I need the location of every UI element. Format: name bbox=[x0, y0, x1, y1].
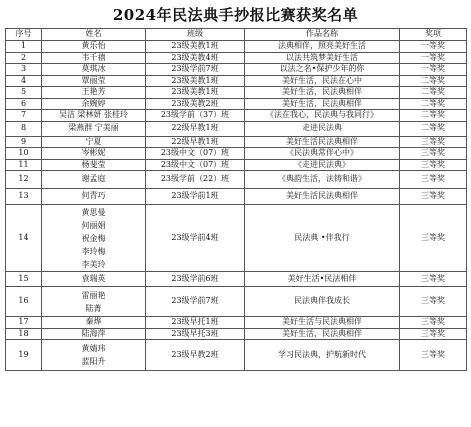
cell-work: 以法共筑梦美好生活 bbox=[245, 52, 400, 64]
table-row bbox=[6, 110, 467, 122]
student-name: 李美玲 bbox=[81, 259, 106, 269]
cell-no: 3 bbox=[6, 64, 42, 76]
student-name: 韦千禧 bbox=[81, 52, 106, 62]
cell-work: 美好生活，民法典相伴 bbox=[245, 328, 400, 340]
cell-award: 二等奖 bbox=[400, 98, 467, 110]
cell-class: 23级美教1班 bbox=[146, 75, 245, 87]
cell-work: 民法典 •伴我行 bbox=[245, 205, 400, 272]
cell-class: 23级美教1班 bbox=[146, 41, 245, 53]
cell-name bbox=[42, 272, 146, 287]
award-table bbox=[5, 28, 467, 371]
cell-no: 7 bbox=[6, 110, 42, 122]
table-row bbox=[6, 328, 467, 340]
cell-award: 三等奖 bbox=[400, 328, 467, 340]
student-name: 吴洁 梁林妍 张桂玲 bbox=[58, 110, 129, 120]
header-award: 奖项 bbox=[400, 29, 467, 41]
student-name: 何丽娟 bbox=[81, 220, 106, 230]
cell-no: 2 bbox=[6, 52, 42, 64]
cell-award: 三等奖 bbox=[400, 287, 467, 317]
cell-work: 走进民法典 bbox=[245, 121, 400, 136]
student-name: 王艳芳 bbox=[81, 87, 106, 97]
cell-award: 三等奖 bbox=[400, 317, 467, 329]
cell-class: 23级学前7班 bbox=[146, 287, 245, 317]
cell-class: 23级早托3班 bbox=[146, 328, 245, 340]
student-name: 梁燕群 宁美丽 bbox=[68, 123, 119, 133]
table-row bbox=[6, 340, 467, 371]
cell-no: 12 bbox=[6, 171, 42, 189]
cell-name bbox=[42, 171, 146, 189]
cell-award: 二等奖 bbox=[400, 110, 467, 122]
cell-award: 三等奖 bbox=[400, 340, 467, 371]
student-name: 蓝阳升 bbox=[81, 357, 106, 366]
cell-name bbox=[42, 189, 146, 205]
table-row bbox=[6, 121, 467, 136]
cell-work: 美好生活，民法在心中 bbox=[245, 75, 400, 87]
table-row bbox=[6, 317, 467, 329]
cell-name bbox=[42, 52, 146, 64]
table-body bbox=[6, 41, 467, 371]
student-name: 宁夏 bbox=[85, 136, 102, 146]
cell-work: 美好生活，民法典相伴 bbox=[245, 87, 400, 99]
cell-name bbox=[42, 98, 146, 110]
cell-name bbox=[42, 317, 146, 329]
student-name: 覃丽莹 bbox=[81, 75, 106, 85]
cell-award: 二等奖 bbox=[400, 87, 467, 99]
cell-no: 9 bbox=[6, 136, 42, 148]
cell-no: 15 bbox=[6, 272, 42, 287]
cell-class: 23级学前4班 bbox=[146, 205, 245, 272]
cell-class: 23级中文（07）班 bbox=[146, 148, 245, 160]
student-name: 莫琪冰 bbox=[81, 64, 106, 74]
cell-class: 22级早教1班 bbox=[146, 136, 245, 148]
cell-class: 23级早教2班 bbox=[146, 340, 245, 371]
cell-award: 一等奖 bbox=[400, 64, 467, 76]
student-name: 何青巧 bbox=[81, 191, 106, 201]
cell-award: 二等奖 bbox=[400, 121, 467, 136]
cell-no: 5 bbox=[6, 87, 42, 99]
student-name: 雷丽艳 bbox=[81, 290, 106, 300]
student-name: 岑彬妮 bbox=[81, 148, 106, 158]
cell-class: 23级学前7班 bbox=[146, 64, 245, 76]
cell-work: 《走进民法典》 bbox=[245, 159, 400, 171]
cell-class: 23级中文（07）班 bbox=[146, 159, 245, 171]
student-name: 黄婧玮 bbox=[81, 344, 106, 353]
header-class: 班级 bbox=[146, 29, 245, 41]
table-row bbox=[6, 87, 467, 99]
cell-name bbox=[42, 64, 146, 76]
cell-name bbox=[42, 75, 146, 87]
cell-no: 16 bbox=[6, 287, 42, 317]
header-no: 序号 bbox=[6, 29, 42, 41]
cell-award: 三等奖 bbox=[400, 272, 467, 287]
cell-award: 一等奖 bbox=[400, 52, 467, 64]
cell-name bbox=[42, 110, 146, 122]
student-name: 秦烨 bbox=[85, 317, 102, 327]
cell-no: 19 bbox=[6, 340, 42, 371]
cell-class: 23级美教2班 bbox=[146, 98, 245, 110]
table-row bbox=[6, 287, 467, 317]
cell-name bbox=[42, 121, 146, 136]
table-row bbox=[6, 159, 467, 171]
student-name: 袁瑞英 bbox=[81, 273, 106, 283]
cell-award: 三等奖 bbox=[400, 159, 467, 171]
cell-name bbox=[42, 148, 146, 160]
student-name: 祝金梅 bbox=[81, 233, 106, 243]
cell-work: 美好生活•民法相伴 bbox=[245, 272, 400, 287]
cell-work: 美好生活民法典相伴 bbox=[245, 136, 400, 148]
cell-work: 美好生活与民法典相伴 bbox=[245, 317, 400, 329]
cell-award: 三等奖 bbox=[400, 189, 467, 205]
cell-no: 14 bbox=[6, 205, 42, 272]
cell-work: 《民法典常伴心中》 bbox=[245, 148, 400, 160]
cell-work: 以法之名•保护少年的你 bbox=[245, 64, 400, 76]
cell-work: 《典韵生活，法铸和谐》 bbox=[245, 171, 400, 189]
table-row bbox=[6, 41, 467, 53]
cell-name bbox=[42, 287, 146, 317]
cell-name bbox=[42, 328, 146, 340]
document-title: 2024年民法典手抄报比赛获奖名单 bbox=[112, 6, 359, 24]
cell-award: 三等奖 bbox=[400, 171, 467, 189]
table-row bbox=[6, 272, 467, 287]
table-row bbox=[6, 136, 467, 148]
cell-class: 23级美教4班 bbox=[146, 52, 245, 64]
cell-name bbox=[42, 136, 146, 148]
table-row bbox=[6, 52, 467, 64]
cell-class: 23级美教1班 bbox=[146, 87, 245, 99]
cell-work: 民法典伴我成长 bbox=[245, 287, 400, 317]
student-name: 陆菁 bbox=[85, 303, 102, 313]
cell-class: 23级学前（22）班 bbox=[146, 171, 245, 189]
cell-no: 13 bbox=[6, 189, 42, 205]
cell-work: 学习民法典，护航新时代 bbox=[245, 340, 400, 371]
student-name: 黄思曼 bbox=[81, 207, 106, 217]
student-name: 李玲梅 bbox=[81, 246, 106, 256]
header-name: 姓名 bbox=[42, 29, 146, 41]
student-name: 陆海萍 bbox=[81, 328, 106, 338]
student-name: 黄乐怡 bbox=[81, 41, 106, 51]
cell-no: 4 bbox=[6, 75, 42, 87]
cell-no: 8 bbox=[6, 121, 42, 136]
cell-award: 二等奖 bbox=[400, 75, 467, 87]
cell-no: 17 bbox=[6, 317, 42, 329]
cell-work: 《法在我心，民法典与我同行》 bbox=[245, 110, 400, 122]
table-row bbox=[6, 205, 467, 272]
cell-name bbox=[42, 41, 146, 53]
cell-name bbox=[42, 159, 146, 171]
cell-work: 美好生活民法典相伴 bbox=[245, 189, 400, 205]
cell-class: 23级学前1班 bbox=[146, 189, 245, 205]
cell-class: 23级早托1班 bbox=[146, 317, 245, 329]
student-name: 杨斐莹 bbox=[81, 159, 106, 169]
table-row bbox=[6, 171, 467, 189]
header-work: 作品名称 bbox=[245, 29, 400, 41]
table-header-row bbox=[6, 29, 467, 41]
cell-class: 23级学前6班 bbox=[146, 272, 245, 287]
cell-award: 三等奖 bbox=[400, 136, 467, 148]
cell-class: 22级早教1班 bbox=[146, 121, 245, 136]
cell-no: 11 bbox=[6, 159, 42, 171]
cell-no: 6 bbox=[6, 98, 42, 110]
cell-work: 美好生活，民法典相伴 bbox=[245, 98, 400, 110]
cell-award: 一等奖 bbox=[400, 41, 467, 53]
cell-name bbox=[42, 87, 146, 99]
table-row bbox=[6, 148, 467, 160]
table-row bbox=[6, 189, 467, 205]
cell-no: 10 bbox=[6, 148, 42, 160]
cell-name bbox=[42, 205, 146, 272]
table-row bbox=[6, 75, 467, 87]
cell-award: 三等奖 bbox=[400, 205, 467, 272]
cell-no: 1 bbox=[6, 41, 42, 53]
cell-award: 三等奖 bbox=[400, 148, 467, 160]
student-name: 谢孟庭 bbox=[81, 174, 106, 184]
cell-name bbox=[42, 340, 146, 371]
cell-work: 法典相伴，照亮美好生活 bbox=[245, 41, 400, 53]
table-row bbox=[6, 64, 467, 76]
cell-no: 18 bbox=[6, 328, 42, 340]
student-name: 余婉婷 bbox=[81, 98, 106, 108]
cell-class: 23级学前（37）班 bbox=[146, 110, 245, 122]
table-row bbox=[6, 98, 467, 110]
